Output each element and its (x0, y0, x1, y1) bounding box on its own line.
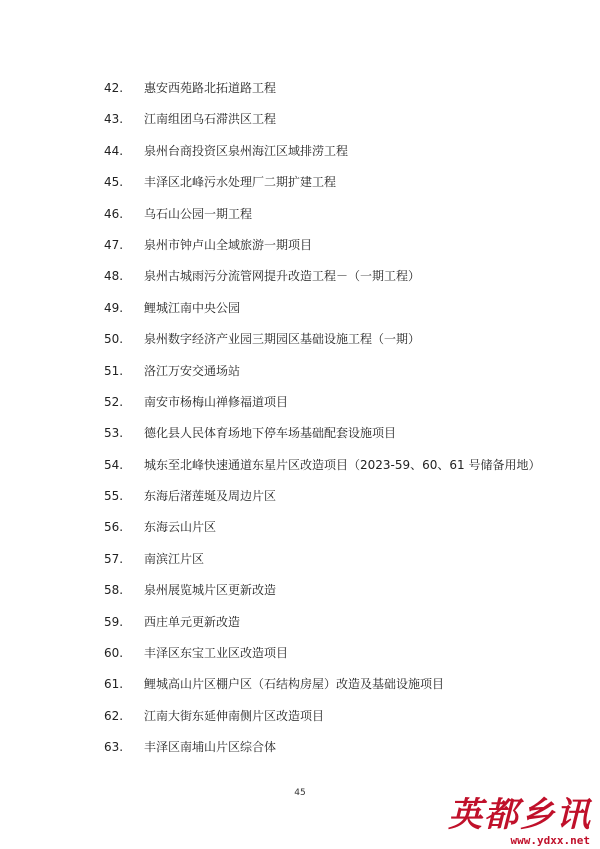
item-number: 63. (104, 740, 124, 755)
list-item (0, 610, 600, 641)
item-number: 59. (104, 614, 124, 629)
list-item (0, 578, 600, 609)
item-text: 丰泽区北峰污水处理厂二期扩建工程 (144, 175, 337, 190)
item-text: 南滨江片区 (144, 551, 205, 566)
item-number: 60. (104, 646, 124, 661)
page-number: 45 (294, 788, 306, 798)
site-watermark-logo (446, 787, 596, 847)
item-number: 44. (104, 143, 124, 158)
item-number: 51. (104, 363, 124, 378)
list-item (0, 704, 600, 735)
item-text: 鲤城高山片区棚户区（石结构房屋）改造及基础设施项目 (144, 677, 445, 692)
item-number: 56. (104, 520, 124, 535)
item-number: 62. (104, 708, 124, 723)
item-number: 49. (104, 300, 124, 315)
item-text: 泉州数字经济产业园三期园区基础设施工程（一期） (144, 332, 421, 347)
item-text: 东海云山片区 (144, 520, 217, 535)
watermark-title: 英都乡讯 (448, 795, 592, 835)
list-item (0, 233, 600, 264)
item-text: 乌石山公园一期工程 (144, 206, 253, 221)
list-item (0, 641, 600, 672)
list-item (0, 390, 600, 421)
item-number: 45. (104, 175, 124, 190)
item-text: 丰泽区南埔山片区综合体 (144, 740, 277, 755)
list-item (0, 359, 600, 390)
item-text: 东海后渚莲埏及周边片区 (144, 489, 277, 504)
list-item (0, 139, 600, 170)
watermark-url: www.ydxx.net (510, 834, 590, 847)
list-item (0, 76, 600, 107)
list-item (0, 547, 600, 578)
item-number: 50. (104, 332, 124, 347)
item-text: 西庄单元更新改造 (144, 614, 241, 629)
project-list (0, 76, 600, 767)
list-item (0, 515, 600, 546)
item-text: 江南大街东延伸南侧片区改造项目 (144, 708, 325, 723)
item-number: 61. (104, 677, 124, 692)
item-text: 洛江万安交通场站 (144, 363, 241, 378)
item-text: 泉州古城雨污分流管网提升改造工程－（一期工程） (144, 269, 421, 284)
item-number: 48. (104, 269, 124, 284)
item-number: 42. (104, 81, 124, 95)
item-number: 46. (104, 206, 124, 221)
item-number: 52. (104, 394, 124, 409)
item-text: 鲤城江南中央公园 (144, 300, 241, 315)
item-text: 惠安西苑路北拓道路工程 (144, 81, 277, 95)
list-item (0, 484, 600, 515)
item-text: 南安市杨梅山禅修福道项目 (144, 394, 289, 409)
item-text: 江南组团乌石滞洪区工程 (144, 112, 277, 127)
list-item (0, 296, 600, 327)
item-number: 53. (104, 426, 124, 441)
item-text: 丰泽区东宝工业区改造项目 (144, 646, 289, 661)
item-text: 泉州台商投资区泉州海江区域排涝工程 (144, 143, 349, 158)
list-item (0, 202, 600, 233)
list-item (0, 107, 600, 138)
list-item (0, 672, 600, 703)
item-text: 泉州展览城片区更新改造 (144, 583, 277, 598)
list-item (0, 421, 600, 452)
item-text: 城东至北峰快速通道东星片区改造项目（2023-59、60、61 号储备用地） (144, 457, 541, 472)
list-item (0, 735, 600, 766)
item-number: 47. (104, 237, 124, 252)
list-item (0, 170, 600, 201)
list-item (0, 453, 600, 484)
item-number: 55. (104, 489, 124, 504)
item-number: 43. (104, 112, 124, 127)
item-number: 57. (104, 551, 124, 566)
list-item (0, 327, 600, 358)
item-text: 泉州市钟卢山全域旅游一期项目 (144, 237, 313, 252)
item-number: 58. (104, 583, 124, 598)
item-number: 54. (104, 457, 124, 472)
item-text: 德化县人民体育场地下停车场基础配套设施项目 (144, 426, 397, 441)
list-item (0, 264, 600, 295)
